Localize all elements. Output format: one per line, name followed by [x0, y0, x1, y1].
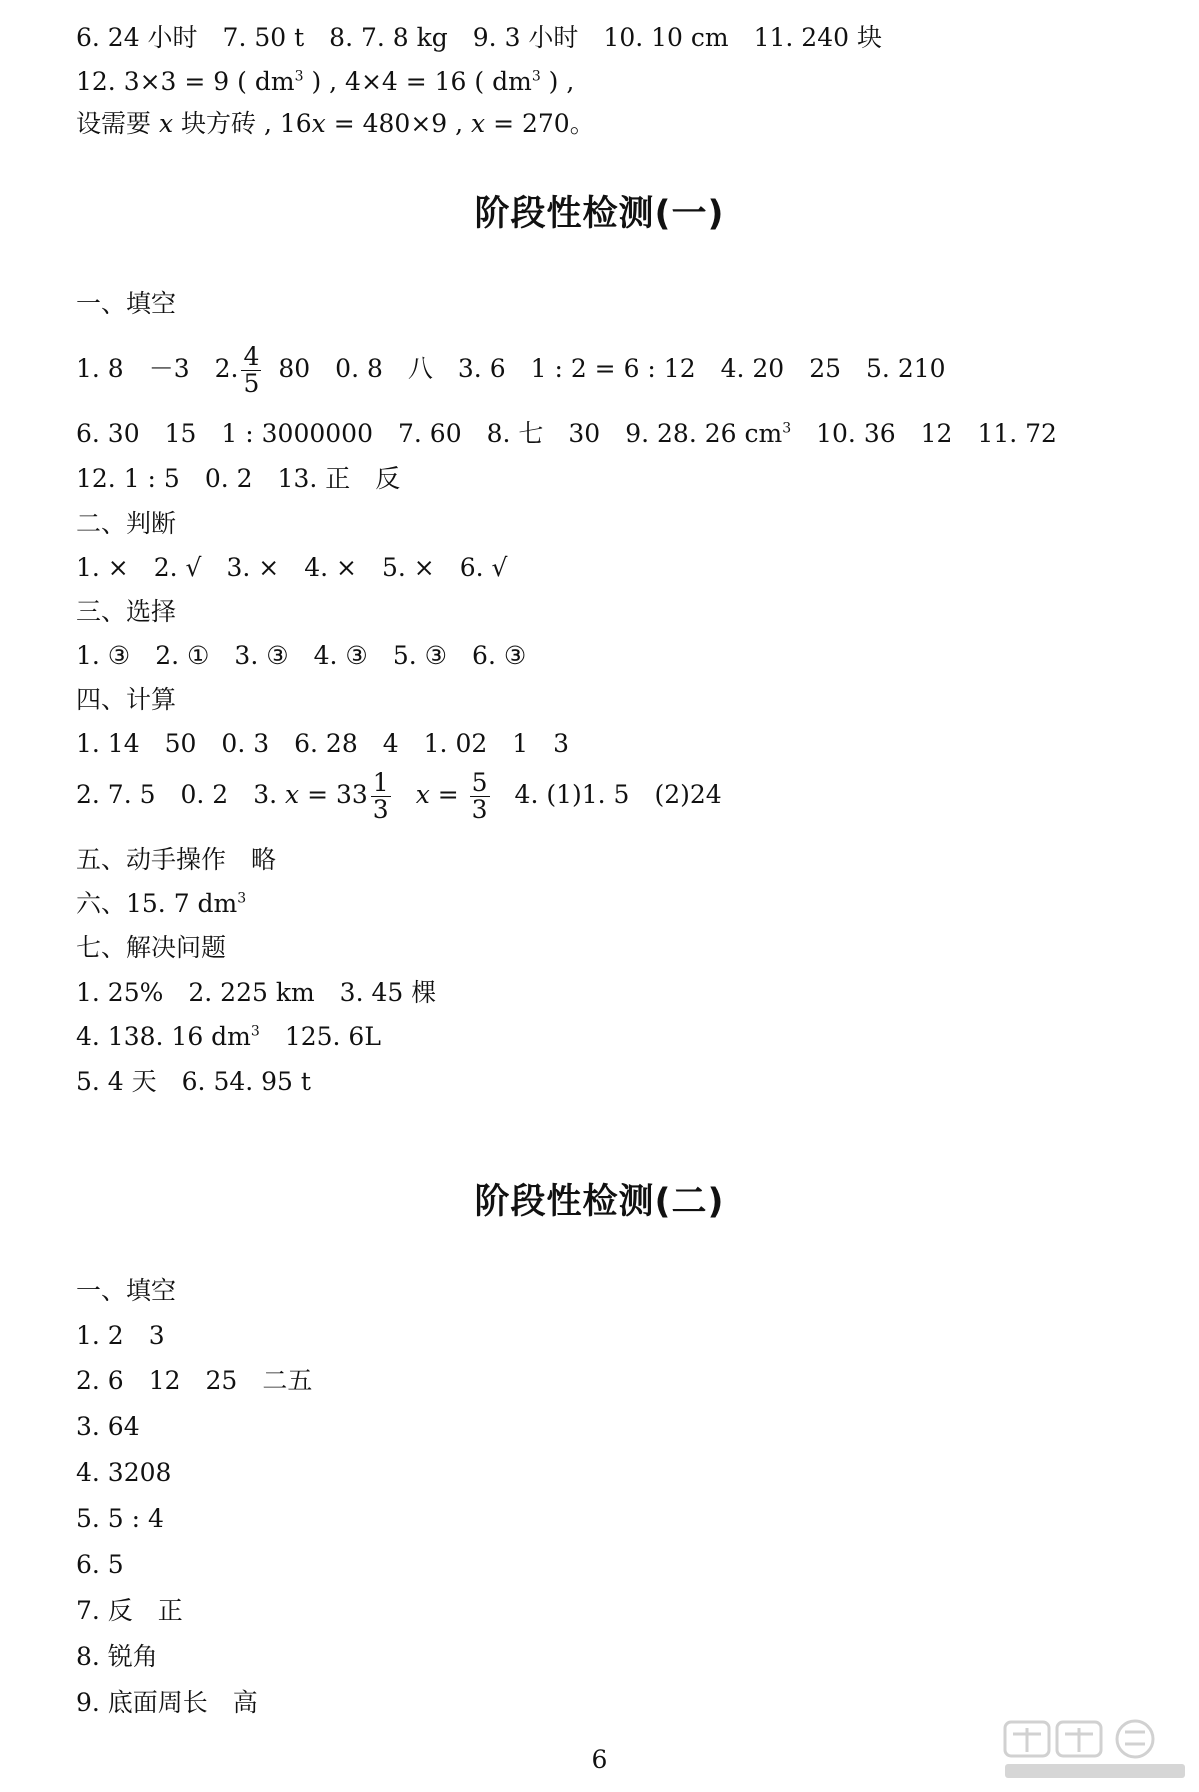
section2-fill-item-8: 8. 锐角: [76, 1642, 158, 1671]
fraction-numerator: 5: [471, 767, 488, 797]
text-segment: 6. 30 15 1 : 3000000 7. 60 8. 七 30 9. 28. 26 cm: [76, 419, 783, 448]
section1-judge-row: 1. × 2. √ 3. × 4. × 5. × 6. √: [76, 553, 508, 582]
section1-fill-row-1: [76, 336, 946, 402]
text-segment: 80 0. 8 八 3. 6 1 : 2 = 6 : 12 4. 20 25 5. 210: [278, 354, 946, 383]
text-segment: 2. 7. 5 0. 2 3.: [76, 780, 286, 809]
section2-fill-heading: 一、填空: [76, 1276, 177, 1305]
section1-choice-heading: 三、选择: [76, 597, 177, 626]
section2-fill-item-1: 1. 2 3: [76, 1321, 165, 1350]
superscript: 3: [250, 1023, 260, 1040]
section1-hands-on: 五、动手操作 略: [76, 845, 277, 874]
section2-fill-item-2: 2. 6 12 25 二五: [76, 1366, 313, 1395]
section1-fill-row-3: 12. 1 : 5 0. 2 13. 正 反: [76, 464, 401, 493]
text-segment: = 33: [299, 780, 368, 809]
fraction-numerator: 1: [372, 767, 389, 797]
section1-fill-heading: 一、填空: [76, 289, 177, 318]
section1-solve-row-3: 5. 4 天 6. 54. 95 t: [76, 1067, 311, 1096]
page-number: 6: [591, 1745, 608, 1774]
variable-x: x: [285, 780, 300, 809]
section1-calc-row-1: 1. 14 50 0. 3 6. 28 4 1. 02 1 3: [76, 729, 570, 758]
variable-x: x: [158, 109, 174, 138]
answer-line-top-2: [76, 66, 574, 98]
variable-x: x: [415, 780, 430, 809]
fraction-denominator: 3: [372, 795, 389, 824]
text-segment: 4. 138. 16 dm: [76, 1022, 251, 1051]
section-title-2: 阶段性检测(二): [474, 1182, 725, 1222]
fraction-numerator: 4: [243, 341, 260, 371]
section1-solve-row-1: 1. 25% 2. 225 km 3. 45 棵: [76, 978, 437, 1007]
text-segment: ) , 4×4 = 16 ( dm: [303, 67, 532, 96]
section2-fill-item-3: 3. 64: [76, 1412, 140, 1441]
answer-line-top-3: [76, 108, 595, 140]
fraction: [241, 341, 261, 398]
section1-six: [76, 888, 246, 920]
section-title-1: 阶段性检测(一): [474, 194, 725, 234]
superscript: 3: [294, 68, 304, 85]
text-segment: 125. 6L: [259, 1022, 381, 1051]
section1-solve-row-2: [76, 1021, 381, 1053]
text-segment: 4. (1)1. 5 (2)24: [514, 780, 722, 809]
fraction: [371, 767, 391, 824]
text-segment: = 270。: [485, 109, 595, 138]
variable-x: x: [471, 109, 486, 138]
fraction: [470, 767, 490, 824]
section1-fill-row-2: [76, 418, 1057, 450]
fraction-denominator: 5: [243, 369, 260, 398]
text-segment: ) ,: [540, 67, 575, 96]
text-segment: 设需要: [76, 109, 159, 138]
section1-solve-heading: 七、解决问题: [76, 933, 227, 962]
text-segment: =: [429, 780, 467, 809]
superscript: 3: [782, 420, 792, 437]
section1-calc-row-2: [76, 762, 722, 828]
section2-fill-item-4: 4. 3208: [76, 1458, 172, 1487]
text-segment: 10. 36 12 11. 72: [791, 419, 1057, 448]
section2-fill-item-6: 6. 5: [76, 1550, 124, 1579]
text-segment: 块方砖 , 16: [173, 109, 312, 138]
section2-fill-item-9: 9. 底面周长 高: [76, 1688, 258, 1717]
text-segment: = 480×9 ,: [325, 109, 472, 138]
section1-choice-row: 1. ③ 2. ① 3. ③ 4. ③ 5. ③ 6. ③: [76, 641, 527, 670]
text-segment: 12. 3×3 = 9 ( dm: [76, 67, 295, 96]
text-segment: 六、15. 7 dm: [76, 889, 238, 918]
variable-x: x: [311, 109, 326, 138]
watermark-logo-icon: [999, 1716, 1189, 1784]
text-segment: 1. 8 －3 2.: [76, 354, 239, 383]
section1-calc-heading: 四、计算: [76, 685, 177, 714]
answer-line-top-1: 6. 24 小时 7. 50 t 8. 7. 8 kg 9. 3 小时 10. 10 cm 11. 240 块: [76, 23, 882, 52]
fraction-denominator: 3: [471, 795, 488, 824]
superscript: 3: [237, 890, 247, 907]
section1-judge-heading: 二、判断: [76, 509, 177, 538]
section2-fill-item-7: 7. 反 正: [76, 1596, 183, 1625]
section2-fill-item-5: 5. 5 : 4: [76, 1504, 164, 1533]
superscript: 3: [531, 68, 541, 85]
